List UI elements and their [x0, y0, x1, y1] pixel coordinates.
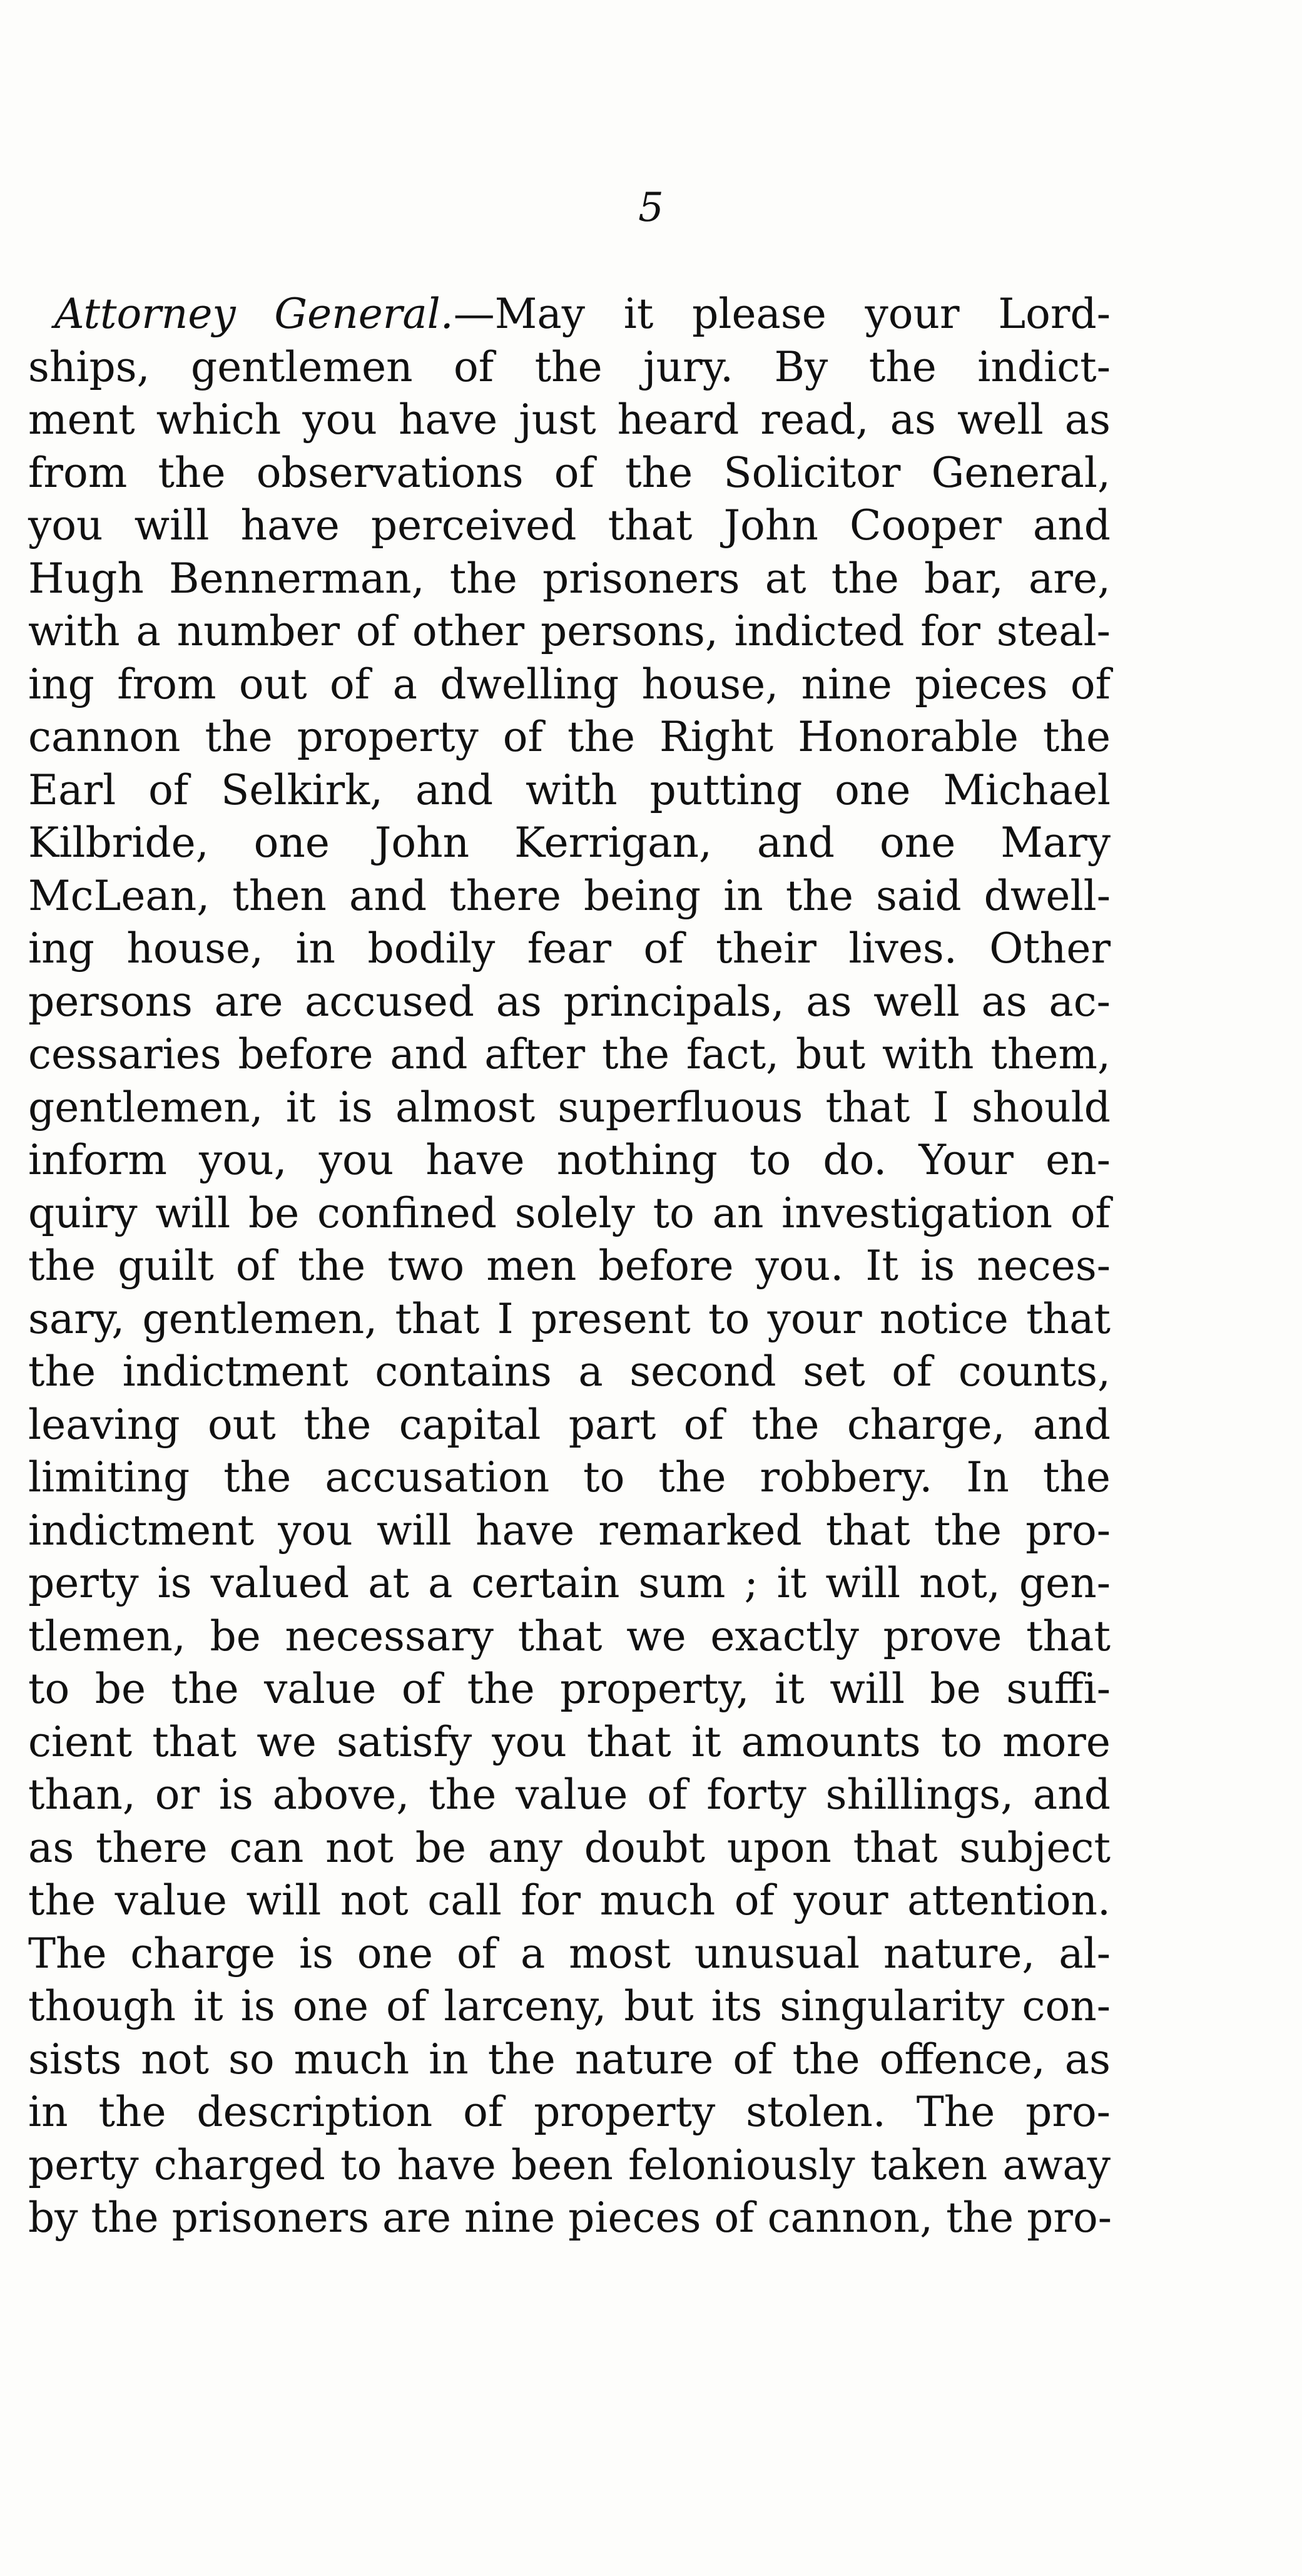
text-line: ing house, in bodily fear of their lives. Other	[28, 924, 1111, 973]
text-line: cient that we satisfy you that it amounts to more	[28, 1717, 1111, 1766]
text-line-content: —May it please your Lord-	[453, 290, 1111, 338]
text-line: in the description of property stolen. The pro-	[28, 2088, 1111, 2136]
text-line	[28, 288, 1111, 341]
text-line: ment which you have just heard read, as well as	[28, 396, 1111, 444]
text-line: though it is one of larceny, but its singularity con-	[28, 1982, 1111, 2030]
speaker-name: Attorney General.	[54, 290, 454, 338]
text-line: to be the value of the property, it will be suffi-	[28, 1665, 1111, 1713]
text-line: the value will not call for much of your attention.	[28, 1876, 1111, 1924]
text-line: Kilbride, one John Kerrigan, and one Mary	[28, 819, 1111, 867]
text-line: The charge is one of a most unusual nature, al-	[28, 1929, 1111, 1978]
text-line: sists not so much in the nature of the offence, as	[28, 2035, 1111, 2083]
text-line: McLean, then and there being in the said dwell-	[28, 871, 1111, 920]
text-line: ships, gentlemen of the jury. By the indict-	[28, 342, 1111, 391]
text-line: cessaries before and after the fact, but with them,	[28, 1030, 1111, 1078]
text-line: Hugh Bennerman, the prisoners at the bar, are,	[28, 554, 1111, 603]
text-line: leaving out the capital part of the charge, and	[28, 1400, 1111, 1449]
page-number: 5	[638, 185, 664, 231]
text-line: indictment you will have remarked that the pro-	[28, 1506, 1111, 1555]
text-line: from the observations of the Solicitor General,	[28, 448, 1111, 497]
text-line: perty is valued at a certain sum ; it will not, gen-	[28, 1559, 1111, 1607]
body-text	[28, 288, 1111, 2245]
text-line: you will have perceived that John Cooper and	[28, 501, 1111, 549]
text-line: Earl of Selkirk, and with putting one Michael	[28, 765, 1111, 814]
text-line: quiry will be confined solely to an investigation of	[28, 1188, 1111, 1237]
text-line: with a number of other persons, indicted for steal-	[28, 607, 1111, 655]
text-line: ing from out of a dwelling house, nine pieces of	[28, 660, 1111, 708]
text-line: cannon the property of the Right Honorable the	[28, 713, 1111, 761]
text-line: by the prisoners are nine pieces of cannon, the pro-	[28, 2194, 1112, 2242]
text-line: perty charged to have been feloniously taken away	[28, 2140, 1111, 2189]
text-line: limiting the accusation to the robbery. In the	[28, 1453, 1111, 1501]
text-line: tlemen, be necessary that we exactly prove that	[28, 1612, 1111, 1660]
text-line: sary, gentlemen, that I present to your notice that	[28, 1294, 1111, 1343]
text-line: gentlemen, it is almost superfluous that I should	[28, 1083, 1111, 1132]
text-line: than, or is above, the value of forty shillings, and	[28, 1771, 1111, 1819]
text-line: the guilt of the two men before you. It is neces-	[28, 1242, 1111, 1290]
text-line: persons are accused as principals, as well as ac-	[28, 977, 1111, 1026]
text-line: as there can not be any doubt upon that subject	[28, 1823, 1111, 1872]
text-line: inform you, you have nothing to do. Your en-	[28, 1136, 1111, 1184]
text-line: the indictment contains a second set of counts,	[28, 1347, 1111, 1396]
